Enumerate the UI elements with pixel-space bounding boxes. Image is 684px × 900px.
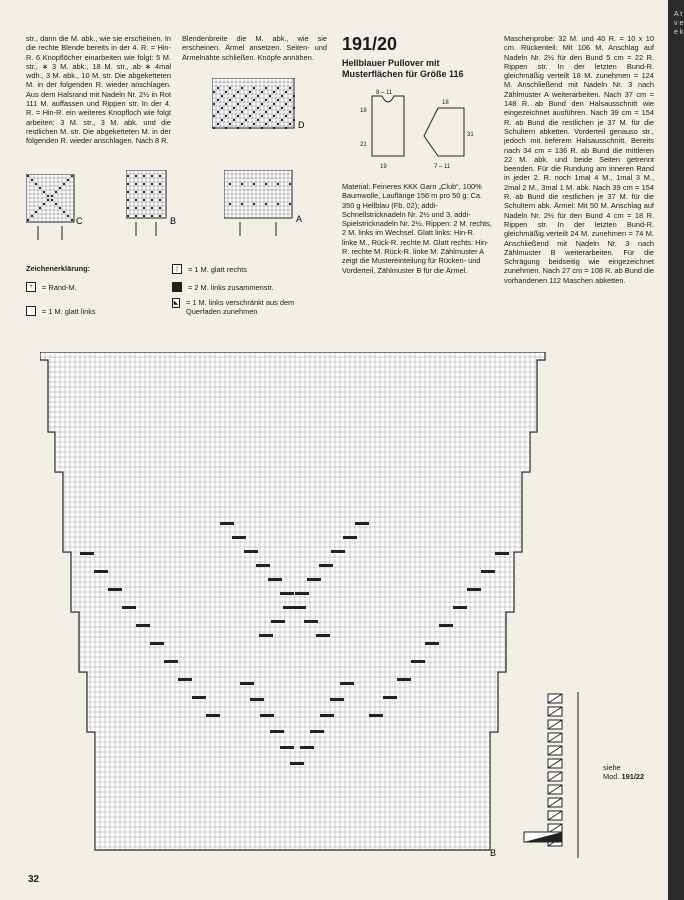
stitch-mark	[159, 183, 161, 185]
legend-item-rand: + = Rand-M.	[26, 282, 77, 292]
stitch-mark	[143, 191, 145, 193]
stitch-mark	[293, 95, 295, 97]
stitch-mark	[289, 87, 291, 89]
chart-decrease-mark	[232, 536, 246, 539]
pattern-sample-b	[126, 170, 184, 240]
schematic-dim-bottom: 19	[380, 164, 387, 170]
chart-decrease-mark	[397, 678, 411, 681]
stitch-mark	[229, 111, 231, 113]
stitch-mark	[277, 111, 279, 113]
chart-decrease-mark	[244, 550, 258, 553]
stitch-mark	[31, 215, 33, 217]
stitch-mark	[225, 103, 227, 105]
column-1-text: str., dann die M. abk., wie sie erscheinen. In die rechte Blende bereits in der 4. R. = Hin-R. 6 Knopflöcher einarbeiten wie folgt: 5 M. str., ∗ 3 M. abk., 18 M. str., ab ∗ 4mal wdh., 3 M. abk., 10 M. str. Die abgeketteten M. in der folgenden R. wieder anschlagen. Aus dem Halsrand mit Nadeln Nr. 2½ in Rot 111 M. auffassen und Rippen str. In der 4. R. = Hin-R. ein weiteres Knopfloch wie folgt arbeiten: 3 M. str., 3 M. abk. und die restlichen M. str. Die abgeketteten M. in der folgenden R. wieder anschlagen. Nach 8 R.	[26, 34, 171, 146]
stitch-mark	[237, 91, 239, 93]
stitch-mark	[265, 111, 267, 113]
stitch-mark	[151, 191, 153, 193]
stitch-mark	[47, 195, 49, 197]
chart-decrease-mark	[268, 578, 282, 581]
chart-decrease-mark	[178, 678, 192, 681]
pattern-sample-c	[26, 174, 86, 242]
stitch-mark	[277, 123, 279, 125]
chart-decrease-mark	[316, 634, 330, 637]
pattern-b-label: B	[170, 216, 177, 226]
stitch-mark	[135, 207, 137, 209]
chart-decrease-mark	[467, 588, 481, 591]
stitch-mark	[151, 207, 153, 209]
stitch-mark	[293, 119, 295, 121]
stitch-mark	[51, 195, 53, 197]
stitch-mark	[35, 211, 37, 213]
page-number: 32	[28, 874, 40, 885]
stitch-mark	[43, 191, 45, 193]
column-4-text: Maschenprobe: 32 M. und 40 R. = 10 x 10 cm. Rückenteil: Mit 106 M. Anschlag auf Nadeln Nr. 2½ für den Bund 5 cm = 22 R. Rippen str. In der letzten Bund-R. gleichmäßig verteilt 18 M. zunehmen = 124 M. Anschließend mit Nadeln Nr. 3 nach Zählmuster A weiterarbeiten. Nach 37 cm = 148 R. ab Bund den Halsausschnitt wie eingezeichnet ausführen. Nach 39 cm = 154 R. ab Bund die restlichen je 37 M. für die Schultern abketten. Vorderteil genauso str., jedoch mit tieferem Halsausschnitt. Bereits nach 34 cm = 136 R. ab Bund die mittleren 22 M. abk. und beide Seiten getrennt beenden. Für die Rundung am inneren Rand in jeder 2. R. noch 1mal 4 M., 1mal 3 M., 2mal 2 M., 3mal 1 M. abk. Nach 39 cm = 154 R. ab Bund die restlichen je 37 M. für die Schultern abk. Ärmel: Mit 50 M. Anschlag auf Nadeln Nr. 2½ für den Bund 4 cm = 18 R. Rippen str. In der letzten Bund-R. gleichmäßig verteilt 24 M. zunehmen = 74 M. Anschließend mit Nadeln Nr. 3 nach Zählmuster B weiterarbeiten. Für die Schrägung beidseitig wie eingezeichnet zunehmen. Nach 27 cm = 108 R. ab Bund die vorhandenen 112 Maschen abketten.	[504, 34, 654, 285]
stitch-mark	[249, 115, 251, 117]
chart-decrease-mark	[295, 592, 309, 595]
garment-schematic	[342, 86, 492, 180]
stitch-mark	[289, 111, 291, 113]
stitch-mark	[249, 127, 251, 129]
pattern-sample-d	[212, 78, 312, 130]
chart-decrease-mark	[192, 696, 206, 699]
empty-square-icon	[26, 306, 36, 316]
stitch-mark	[289, 183, 291, 185]
stitch-mark	[285, 115, 287, 117]
stitch-mark	[249, 91, 251, 93]
stitch-mark	[127, 183, 129, 185]
stitch-mark	[265, 99, 267, 101]
chart-decrease-mark	[495, 552, 509, 555]
chart-b-label: B	[490, 848, 497, 858]
stitch-mark	[245, 107, 247, 109]
stitch-mark	[241, 99, 243, 101]
stitch-mark	[233, 107, 235, 109]
stitch-mark	[233, 119, 235, 121]
stitch-mark	[51, 199, 53, 201]
stitch-mark	[143, 175, 145, 177]
stitch-mark	[217, 99, 219, 101]
stitch-mark	[135, 199, 137, 201]
stitch-mark	[285, 103, 287, 105]
stitch-mark	[277, 183, 279, 185]
stitch-mark	[253, 87, 255, 89]
stitch-mark	[273, 91, 275, 93]
stitch-mark	[35, 183, 37, 185]
chart-decrease-mark	[411, 660, 425, 663]
stitch-mark	[221, 95, 223, 97]
chart-decrease-mark	[439, 624, 453, 627]
stitch-mark	[135, 183, 137, 185]
stitch-mark	[245, 95, 247, 97]
stitch-mark	[55, 191, 57, 193]
schematic-dims-top: 8 – 11	[376, 90, 393, 96]
stitch-mark	[159, 191, 161, 193]
chart-decrease-mark	[280, 592, 294, 595]
stitch-mark	[265, 123, 267, 125]
diagonal-symbol-icon: ◣	[173, 300, 179, 306]
chart-decrease-mark	[331, 550, 345, 553]
stitch-mark	[253, 203, 255, 205]
stitch-mark	[257, 95, 259, 97]
stitch-mark	[127, 175, 129, 177]
plus-symbol-icon: +	[26, 282, 36, 292]
chart-decrease-mark	[319, 564, 333, 567]
stitch-mark	[217, 87, 219, 89]
stitch-mark	[277, 203, 279, 205]
chart-decrease-mark	[369, 714, 383, 717]
pattern-title: Hellblauer Pullover mit Musterflächen für Größe 116	[342, 58, 464, 79]
stitch-mark	[151, 183, 153, 185]
pattern-sample-a	[224, 170, 308, 240]
stitch-mark	[143, 215, 145, 217]
stitch-mark	[159, 199, 161, 201]
stitch-mark	[63, 183, 65, 185]
chart-decrease-mark	[481, 570, 495, 573]
column-2-text: Blendenbreite die M. abk., wie sie erscheinen. Ärmel ansetzen. Seiten- und Ärmelnähte schließen. Knöpfe annähen.	[182, 34, 327, 62]
stitch-mark	[281, 107, 283, 109]
schematic-dim-sleeve-bottom: 7 – 11	[434, 164, 451, 170]
stitch-mark	[151, 199, 153, 201]
chart-decrease-mark	[108, 588, 122, 591]
stitch-mark	[269, 95, 271, 97]
stitch-mark	[273, 115, 275, 117]
materials-text: Material: Feineres KKK Garn „Club“, 100% Baumwolle, Lauflänge 156 m pro 50 g: Ca. 350 g Hellblau (Fb. 02); addi-Schnellstricknadeln Nr. 2½ und 3, addi-Spielstricknadeln Nr. 2½. Rippen: 2 M. rechts, 2 M. links im Wechsel. Glatt links: Hin-R. linke M., Rück-R. rechte M. Glatt rechts: Hin-R. rechte M. Rück-R. linke M. Zählmuster A zeigt die Mustereinteilung für Rücken- und Vorderteil, Zählmuster B für die Ärmel.	[342, 182, 492, 275]
stitch-mark	[237, 115, 239, 117]
stitch-mark	[71, 175, 73, 177]
stitch-mark	[241, 87, 243, 89]
chart-decrease-mark	[122, 606, 136, 609]
stitch-mark	[249, 103, 251, 105]
stitch-mark	[265, 87, 267, 89]
stitch-mark	[265, 203, 267, 205]
stitch-mark	[67, 179, 69, 181]
stitch-mark	[257, 107, 259, 109]
chart-decrease-mark	[250, 698, 264, 701]
stitch-mark	[229, 99, 231, 101]
chart-decrease-mark	[164, 660, 178, 663]
stitch-mark	[143, 199, 145, 201]
stitch-mark	[67, 215, 69, 217]
stitch-mark	[253, 111, 255, 113]
stitch-mark	[217, 123, 219, 125]
stitch-mark	[127, 191, 129, 193]
chart-decrease-mark	[304, 620, 318, 623]
legend-item-glatt-rechts: | = 1 M. glatt rechts	[172, 264, 247, 274]
stitch-mark	[277, 87, 279, 89]
stitch-mark	[229, 87, 231, 89]
chart-decrease-mark	[80, 552, 94, 555]
stitch-mark	[229, 183, 231, 185]
stitch-mark	[237, 103, 239, 105]
stitch-mark	[213, 115, 215, 117]
stitch-mark	[151, 215, 153, 217]
stitch-mark	[285, 127, 287, 129]
stitch-mark	[217, 111, 219, 113]
stitch-mark	[261, 91, 263, 93]
stitch-mark	[233, 95, 235, 97]
stitch-mark	[265, 183, 267, 185]
chart-decrease-mark	[150, 642, 164, 645]
chart-decrease-mark	[307, 578, 321, 581]
chart-decrease-mark	[206, 714, 220, 717]
chart-decrease-mark	[259, 634, 273, 637]
chart-decrease-mark	[453, 606, 467, 609]
chart-decrease-mark	[383, 696, 397, 699]
chart-decrease-mark	[300, 746, 314, 749]
stitch-mark	[229, 203, 231, 205]
schematic-dim-left-1: 18	[360, 108, 367, 114]
legend-title: Zeichenerklärung:	[26, 264, 91, 273]
stitch-mark	[213, 127, 215, 129]
chart-decrease-mark	[330, 698, 344, 701]
stitch-mark	[159, 215, 161, 217]
legend-item-links-zus: = 2 M. links zusammenstr.	[172, 282, 274, 292]
stitch-mark	[229, 123, 231, 125]
stitch-mark	[261, 115, 263, 117]
legend-item-glatt-links: = 1 M. glatt links	[26, 306, 96, 316]
schematic-dim-left-2: 21	[360, 142, 367, 148]
stitch-mark	[289, 203, 291, 205]
stitch-mark	[59, 207, 61, 209]
stitch-mark	[245, 119, 247, 121]
stitch-mark	[213, 91, 215, 93]
stitch-mark	[253, 123, 255, 125]
legend-item-verschraenkt: ◣ = 1 M. links verschränkt aus dem Querfaden zunehmen	[173, 298, 295, 316]
stitch-mark	[237, 127, 239, 129]
stitch-mark	[281, 95, 283, 97]
pattern-c-label: C	[76, 216, 83, 226]
pattern-number: 191/20	[342, 34, 398, 54]
stitch-mark	[135, 215, 137, 217]
stitch-mark	[261, 103, 263, 105]
stitch-mark	[225, 127, 227, 129]
stitch-mark	[39, 207, 41, 209]
stitch-mark	[135, 191, 137, 193]
stitch-mark	[257, 119, 259, 121]
stitch-mark	[225, 115, 227, 117]
stitch-mark	[253, 99, 255, 101]
stitch-mark	[71, 219, 73, 221]
vertical-bar-symbol-icon: |	[172, 264, 182, 274]
chart-decrease-mark	[220, 522, 234, 525]
stitch-mark	[225, 91, 227, 93]
stitch-mark	[27, 219, 29, 221]
chart-decrease-mark	[290, 762, 304, 765]
chart-decrease-mark	[355, 522, 369, 525]
stitch-mark	[293, 107, 295, 109]
stitch-mark	[241, 111, 243, 113]
stitch-mark	[221, 119, 223, 121]
stitch-mark	[59, 187, 61, 189]
adjacent-page-edge	[668, 0, 684, 900]
chart-decrease-mark	[270, 730, 284, 733]
stitch-mark	[159, 207, 161, 209]
chart-decrease-mark	[310, 730, 324, 733]
adjacent-page-fragment: A t v e e k	[674, 11, 684, 36]
stitch-mark	[285, 91, 287, 93]
decrease-key-strip	[520, 690, 590, 860]
chart-decrease-mark	[240, 682, 254, 685]
stitch-mark	[151, 175, 153, 177]
stitch-mark	[63, 211, 65, 213]
knitting-chart-grid	[40, 352, 550, 862]
stitch-mark	[159, 175, 161, 177]
filled-bar-symbol-icon	[172, 282, 182, 292]
stitch-mark	[289, 123, 291, 125]
stitch-mark	[273, 103, 275, 105]
chart-decrease-mark	[94, 570, 108, 573]
chart-decrease-mark	[425, 642, 439, 645]
chart-decrease-mark	[260, 714, 274, 717]
schematic-dim-sleeve-side: 31	[467, 132, 474, 138]
stitch-mark	[289, 99, 291, 101]
chart-decrease-mark	[340, 682, 354, 685]
stitch-mark	[127, 207, 129, 209]
stitch-mark	[273, 127, 275, 129]
stitch-mark	[127, 199, 129, 201]
stitch-mark	[213, 103, 215, 105]
stitch-mark	[143, 183, 145, 185]
stitch-mark	[253, 183, 255, 185]
stitch-mark	[127, 215, 129, 217]
chart-decrease-mark	[256, 564, 270, 567]
stitch-mark	[269, 119, 271, 121]
schematic-dim-sleeve-top: 18	[442, 100, 449, 106]
stitch-mark	[39, 187, 41, 189]
stitch-mark	[241, 123, 243, 125]
chart-decrease-mark	[320, 714, 334, 717]
cross-reference: siehe Mod. 191/22	[603, 763, 645, 782]
pattern-a-label: A	[296, 214, 303, 224]
stitch-mark	[221, 107, 223, 109]
stitch-mark	[31, 179, 33, 181]
stitch-mark	[135, 175, 137, 177]
stitch-mark	[261, 127, 263, 129]
pattern-d-label: D	[298, 120, 305, 130]
stitch-mark	[277, 99, 279, 101]
chart-decrease-mark	[280, 746, 294, 749]
stitch-mark	[43, 203, 45, 205]
chart-decrease-mark	[271, 620, 285, 623]
stitch-mark	[269, 107, 271, 109]
stitch-mark	[47, 199, 49, 201]
stitch-mark	[143, 207, 145, 209]
chart-decrease-mark	[283, 606, 297, 609]
stitch-mark	[281, 119, 283, 121]
stitch-mark	[241, 203, 243, 205]
stitch-mark	[241, 183, 243, 185]
chart-decrease-mark	[136, 624, 150, 627]
stitch-mark	[55, 203, 57, 205]
chart-decrease-mark	[343, 536, 357, 539]
stitch-mark	[27, 175, 29, 177]
